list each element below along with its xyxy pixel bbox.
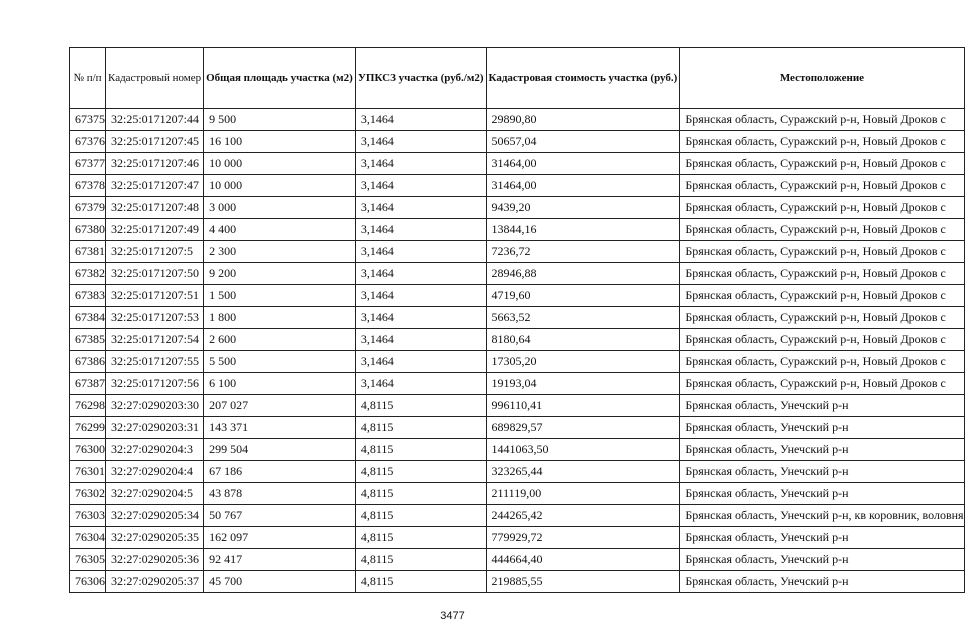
header-location: Местоположение	[680, 48, 964, 109]
cell-cadastral-number: 32:25:0171207:55	[106, 351, 204, 373]
cell-area: 50 767	[204, 505, 356, 527]
table-row	[70, 461, 965, 483]
cell-location: Брянская область, Суражский р-н, Новый Дроков с	[680, 285, 964, 307]
table-row	[70, 483, 965, 505]
cell-cadastral-value: 28946,88	[486, 263, 680, 285]
cell-number: 67379	[70, 197, 106, 219]
cell-number: 76302	[70, 483, 106, 505]
cell-upksz: 4,8115	[355, 395, 486, 417]
cell-area: 5 500	[204, 351, 356, 373]
cell-area: 9 500	[204, 109, 356, 131]
cell-cadastral-value: 244265,42	[486, 505, 680, 527]
cell-cadastral-number: 32:25:0171207:44	[106, 109, 204, 131]
cell-cadastral-number: 32:27:0290203:31	[106, 417, 204, 439]
cell-number: 67378	[70, 175, 106, 197]
cell-upksz: 3,1464	[355, 153, 486, 175]
cell-cadastral-value: 1441063,50	[486, 439, 680, 461]
cell-upksz: 3,1464	[355, 131, 486, 153]
cadastral-table	[69, 47, 965, 593]
cell-cadastral-number: 32:25:0171207:56	[106, 373, 204, 395]
table-row	[70, 329, 965, 351]
cell-area: 16 100	[204, 131, 356, 153]
cell-cadastral-value: 31464,00	[486, 153, 680, 175]
cell-number: 67381	[70, 241, 106, 263]
cell-cadastral-number: 32:25:0171207:47	[106, 175, 204, 197]
table-row	[70, 263, 965, 285]
cell-number: 67375	[70, 109, 106, 131]
cell-number: 76300	[70, 439, 106, 461]
cell-number: 67383	[70, 285, 106, 307]
cell-upksz: 4,8115	[355, 571, 486, 593]
table-row	[70, 241, 965, 263]
cell-cadastral-value: 779929,72	[486, 527, 680, 549]
cell-cadastral-value: 7236,72	[486, 241, 680, 263]
cell-location: Брянская область, Суражский р-н, Новый Дроков с	[680, 175, 964, 197]
cell-upksz: 4,8115	[355, 461, 486, 483]
cell-location: Брянская область, Суражский р-н, Новый Дроков с	[680, 219, 964, 241]
cell-cadastral-value: 9439,20	[486, 197, 680, 219]
cell-location: Брянская область, Суражский р-н, Новый Дроков с	[680, 197, 964, 219]
table-row	[70, 439, 965, 461]
table-row	[70, 197, 965, 219]
cell-area: 10 000	[204, 175, 356, 197]
table-row	[70, 219, 965, 241]
cell-cadastral-value: 219885,55	[486, 571, 680, 593]
header-cadastral-number: Кадастровый номер	[106, 48, 204, 109]
cell-cadastral-value: 8180,64	[486, 329, 680, 351]
cell-cadastral-number: 32:25:0171207:53	[106, 307, 204, 329]
cell-cadastral-number: 32:25:0171207:50	[106, 263, 204, 285]
cell-location: Брянская область, Унечский р-н	[680, 527, 964, 549]
cell-cadastral-value: 29890,80	[486, 109, 680, 131]
cell-area: 162 097	[204, 527, 356, 549]
cell-location: Брянская область, Суражский р-н, Новый Дроков с	[680, 263, 964, 285]
cell-location: Брянская область, Суражский р-н, Новый Дроков с	[680, 351, 964, 373]
cell-upksz: 3,1464	[355, 351, 486, 373]
cell-location: Брянская область, Унечский р-н	[680, 417, 964, 439]
table-row	[70, 175, 965, 197]
cell-location: Брянская область, Суражский р-н, Новый Дроков с	[680, 241, 964, 263]
cell-area: 299 504	[204, 439, 356, 461]
cell-cadastral-number: 32:25:0171207:54	[106, 329, 204, 351]
cell-number: 67386	[70, 351, 106, 373]
cell-location: Брянская область, Суражский р-н, Новый Дроков с	[680, 373, 964, 395]
cell-cadastral-value: 4719,60	[486, 285, 680, 307]
cell-area: 43 878	[204, 483, 356, 505]
table-row	[70, 571, 965, 593]
table-row	[70, 505, 965, 527]
cell-upksz: 3,1464	[355, 263, 486, 285]
cell-cadastral-value: 211119,00	[486, 483, 680, 505]
header-area: Общая площадь участка (м2)	[204, 48, 356, 109]
cell-number: 67384	[70, 307, 106, 329]
cell-cadastral-value: 17305,20	[486, 351, 680, 373]
cell-upksz: 3,1464	[355, 241, 486, 263]
table-row	[70, 307, 965, 329]
cell-cadastral-value: 689829,57	[486, 417, 680, 439]
table-row	[70, 417, 965, 439]
cell-upksz: 4,8115	[355, 549, 486, 571]
cell-area: 2 600	[204, 329, 356, 351]
cell-area: 6 100	[204, 373, 356, 395]
cell-number: 67385	[70, 329, 106, 351]
cell-number: 67387	[70, 373, 106, 395]
cell-area: 207 027	[204, 395, 356, 417]
cell-upksz: 3,1464	[355, 197, 486, 219]
cell-cadastral-number: 32:27:0290204:5	[106, 483, 204, 505]
cell-area: 143 371	[204, 417, 356, 439]
cell-number: 76299	[70, 417, 106, 439]
cell-upksz: 3,1464	[355, 373, 486, 395]
header-upksz: УПКСЗ участка (руб./м2)	[355, 48, 486, 109]
table-row	[70, 373, 965, 395]
cell-number: 67377	[70, 153, 106, 175]
cell-location: Брянская область, Суражский р-н, Новый Дроков с	[680, 109, 964, 131]
table-row	[70, 351, 965, 373]
cell-upksz: 4,8115	[355, 527, 486, 549]
cell-location: Брянская область, Суражский р-н, Новый Дроков с	[680, 329, 964, 351]
cell-location: Брянская область, Суражский р-н, Новый Дроков с	[680, 131, 964, 153]
cell-number: 67380	[70, 219, 106, 241]
cell-cadastral-value: 323265,44	[486, 461, 680, 483]
cell-area: 10 000	[204, 153, 356, 175]
cell-number: 67376	[70, 131, 106, 153]
cell-cadastral-value: 31464,00	[486, 175, 680, 197]
cell-cadastral-value: 444664,40	[486, 549, 680, 571]
cell-area: 3 000	[204, 197, 356, 219]
cell-location: Брянская область, Унечский р-н	[680, 549, 964, 571]
cell-location: Брянская область, Суражский р-н, Новый Дроков с	[680, 153, 964, 175]
cell-cadastral-number: 32:25:0171207:45	[106, 131, 204, 153]
cell-cadastral-number: 32:27:0290205:35	[106, 527, 204, 549]
cell-cadastral-number: 32:25:0171207:49	[106, 219, 204, 241]
table-row	[70, 109, 965, 131]
cell-cadastral-value: 5663,52	[486, 307, 680, 329]
cell-upksz: 3,1464	[355, 109, 486, 131]
cell-area: 1 800	[204, 307, 356, 329]
cell-cadastral-number: 32:27:0290204:4	[106, 461, 204, 483]
cell-cadastral-number: 32:25:0171207:5	[106, 241, 204, 263]
cell-number: 76303	[70, 505, 106, 527]
cell-cadastral-value: 19193,04	[486, 373, 680, 395]
cell-cadastral-value: 50657,04	[486, 131, 680, 153]
cell-upksz: 3,1464	[355, 175, 486, 197]
table-row	[70, 395, 965, 417]
cell-number: 67382	[70, 263, 106, 285]
cell-area: 45 700	[204, 571, 356, 593]
cell-cadastral-number: 32:25:0171207:51	[106, 285, 204, 307]
cell-number: 76304	[70, 527, 106, 549]
cell-area: 67 186	[204, 461, 356, 483]
cell-upksz: 4,8115	[355, 439, 486, 461]
cell-upksz: 4,8115	[355, 483, 486, 505]
cell-location: Брянская область, Унечский р-н	[680, 571, 964, 593]
cell-location: Брянская область, Унечский р-н	[680, 461, 964, 483]
cell-area: 1 500	[204, 285, 356, 307]
cell-cadastral-number: 32:27:0290204:3	[106, 439, 204, 461]
cell-upksz: 4,8115	[355, 417, 486, 439]
cell-location: Брянская область, Суражский р-н, Новый Дроков с	[680, 307, 964, 329]
cell-location: Брянская область, Унечский р-н	[680, 439, 964, 461]
cell-cadastral-number: 32:27:0290205:37	[106, 571, 204, 593]
table-row	[70, 527, 965, 549]
cell-area: 9 200	[204, 263, 356, 285]
cell-location: Брянская область, Унечский р-н	[680, 395, 964, 417]
header-cadastral-value: Кадастровая стоимость участка (руб.)	[486, 48, 680, 109]
table-header-row	[70, 48, 965, 109]
cell-cadastral-value: 13844,16	[486, 219, 680, 241]
cell-cadastral-number: 32:25:0171207:46	[106, 153, 204, 175]
table-row	[70, 153, 965, 175]
cell-area: 4 400	[204, 219, 356, 241]
table-row	[70, 131, 965, 153]
table-body	[70, 109, 965, 593]
cell-upksz: 3,1464	[355, 307, 486, 329]
cell-cadastral-number: 32:27:0290203:30	[106, 395, 204, 417]
cell-cadastral-value: 996110,41	[486, 395, 680, 417]
cell-number: 76298	[70, 395, 106, 417]
cell-upksz: 3,1464	[355, 219, 486, 241]
cell-cadastral-number: 32:27:0290205:34	[106, 505, 204, 527]
cell-cadastral-number: 32:27:0290205:36	[106, 549, 204, 571]
cell-location: Брянская область, Унечский р-н	[680, 483, 964, 505]
page-number: 3477	[440, 610, 465, 622]
table-row	[70, 285, 965, 307]
cell-upksz: 4,8115	[355, 505, 486, 527]
cell-upksz: 3,1464	[355, 329, 486, 351]
cell-number: 76306	[70, 571, 106, 593]
cell-upksz: 3,1464	[355, 285, 486, 307]
cell-location: Брянская область, Унечский р-н, кв коровник, воловня	[680, 505, 964, 527]
cell-number: 76301	[70, 461, 106, 483]
cell-number: 76305	[70, 549, 106, 571]
header-number: № п/п	[70, 48, 106, 109]
cell-area: 2 300	[204, 241, 356, 263]
cell-area: 92 417	[204, 549, 356, 571]
cell-cadastral-number: 32:25:0171207:48	[106, 197, 204, 219]
table-row	[70, 549, 965, 571]
